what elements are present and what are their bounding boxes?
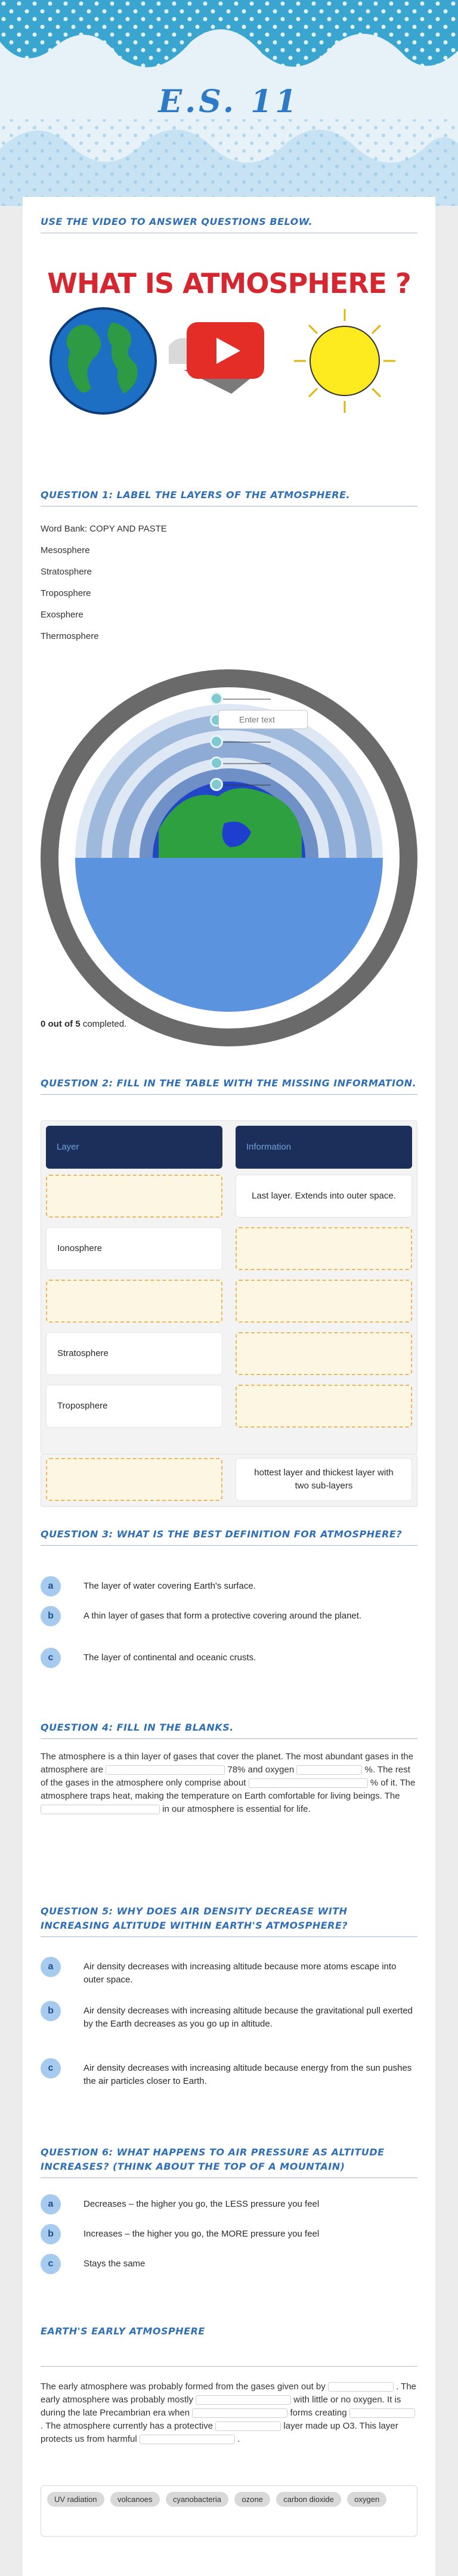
table-drop-cell[interactable] [236,1227,412,1270]
worksheet-card [23,197,435,2576]
option-letter: c [41,2254,61,2274]
option-text: Stays the same [83,2259,146,2269]
early-word-bank [41,2485,417,2537]
table-cell: Stratosphere [46,1332,222,1375]
early-blank-4[interactable] [349,2408,415,2418]
q4-blank-2[interactable] [296,1765,362,1775]
q4-paragraph [41,1750,417,1816]
q4-heading: QUESTION 4: FILL IN THE BLANKS. [41,1721,417,1739]
option-letter: a [41,2194,61,2214]
q5-heading: QUESTION 5: WHY DOES AIR DENSITY DECREASE WITH INCREASING ALTITUDE WITHIN EARTH'S ATMOSPHERE? [41,1904,417,1937]
table-drop-cell[interactable] [46,1175,222,1218]
q4-text: 78% and oxygen [227,1765,295,1775]
early-text: layer made up O3. This layer protects us from harmful [41,2421,398,2444]
early-blank-1[interactable] [328,2382,394,2392]
table-drop-cell[interactable] [236,1280,412,1323]
q5-option-b[interactable] [41,2001,422,2046]
layer-label-input[interactable]: Enter text [218,710,308,729]
video-graphic-title: WHAT IS ATMOSPHERE ? [47,267,411,299]
word-chip[interactable]: volcanoes [110,2492,160,2507]
table-drop-cell[interactable] [236,1385,412,1428]
option-text: Increases – the higher you go, the MORE pressure you feel [83,2229,320,2239]
label-progress [41,1019,126,1029]
option-letter: c [41,2058,61,2078]
option-letter: b [41,1606,61,1626]
q4-blank-3[interactable] [249,1778,368,1788]
q6-option-c[interactable] [41,2254,422,2278]
option-letter: b [41,2224,61,2244]
table-header-layer: Layer [46,1126,222,1169]
q6-heading: QUESTION 6: WHAT HAPPENS TO AIR PRESSURE AS ALTITUDE INCREASES? (THINK ABOUT THE TOP OF A MOUNTAIN) [41,2145,417,2178]
word-chip[interactable]: UV radiation [47,2492,104,2507]
word-chip[interactable]: cyanobacteria [166,2492,228,2507]
q5-option-a[interactable] [41,1957,422,1989]
q3-option-a[interactable] [41,1576,422,1600]
early-text: . The early atmosphere was probably mostly [41,2382,417,2405]
table-header-info: Information [236,1126,412,1169]
word-bank-item: Troposphere [41,588,91,598]
video-embed[interactable] [41,257,417,418]
early-blank-2[interactable] [196,2395,291,2405]
early-blank-6[interactable] [140,2435,235,2444]
video-instruction: USE THE VIDEO TO ANSWER QUESTIONS BELOW. [41,215,417,233]
layers-table [41,1120,417,1454]
q4-blank-1[interactable] [106,1765,225,1775]
early-text: . [237,2434,240,2444]
option-text: Decreases – the higher you go, the LESS pressure you feel [83,2199,320,2209]
option-text: Air density decreases with increasing altitude because the gravitational pull exerted by the Earth decreases as you go up in altitude. [83,2006,413,2029]
option-text: Air density decreases with increasing altitude because more atoms escape into outer space. [83,1962,397,1985]
word-chip[interactable]: oxygen [347,2492,386,2507]
option-letter: c [41,1648,61,1668]
option-text: The layer of continental and oceanic crusts. [83,1653,256,1663]
video-thumbnail-art [41,298,417,418]
label-target-1[interactable] [210,692,223,705]
atmosphere-diagram [39,668,419,1051]
early-blank-5[interactable] [215,2421,281,2431]
early-text: . The atmosphere currently has a protective [41,2421,213,2431]
q1-heading: QUESTION 1: LABEL THE LAYERS OF THE ATMOSPHERE. [41,488,417,506]
q2-heading: QUESTION 2: FILL IN THE TABLE WITH THE MISSING INFORMATION. [41,1076,417,1095]
progress-suffix: completed. [80,1019,127,1029]
word-bank-label: Word Bank: COPY AND PASTE [41,524,167,534]
option-letter: a [41,1576,61,1596]
table-cell: Ionosphere [46,1227,222,1270]
word-bank-item: Stratosphere [41,567,92,577]
table-drop-cell[interactable] [236,1332,412,1375]
q6-option-a[interactable] [41,2194,422,2218]
early-text: The early atmosphere was probably formed from the gases given out by [41,2382,326,2392]
option-text: A thin layer of gases that form a protective covering around the planet. [83,1611,362,1621]
label-target-4[interactable] [210,756,223,770]
section-divider [41,2366,417,2367]
label-target-3[interactable] [210,735,223,748]
option-letter: b [41,2001,61,2021]
table-cell: Troposphere [46,1385,222,1428]
progress-count: 0 out of 5 [41,1019,81,1029]
option-text: The layer of water covering Earth's surface. [83,1581,256,1591]
early-text: forms creating [290,2408,347,2418]
label-target-5[interactable] [210,778,223,791]
option-letter: a [41,1957,61,1977]
q4-blank-4[interactable] [41,1805,160,1814]
q4-text: % of it. The atmosphere traps heat, making the temperature on Earth comfortable for living beings. The [41,1778,416,1801]
page-title: E.S. 11 [158,84,300,120]
q3-option-c[interactable] [41,1648,422,1672]
page-header [0,0,458,206]
table-cell: hottest layer and thickest layer with two sub-layers [236,1458,412,1501]
word-bank-item: Exosphere [41,610,83,620]
word-bank-item: Thermosphere [41,631,99,641]
table-drop-cell[interactable] [46,1280,222,1323]
q6-option-b[interactable] [41,2224,422,2248]
q3-heading: QUESTION 3: WHAT IS THE BEST DEFINITION FOR ATMOSPHERE? [41,1527,417,1546]
word-bank-item: Mesosphere [41,545,90,555]
q3-option-b[interactable] [41,1606,422,1642]
table-drop-cell[interactable] [46,1458,222,1501]
early-blank-3[interactable] [192,2408,287,2418]
early-atmosphere-heading: EARTH'S EARLY ATMOSPHERE [41,2325,205,2337]
option-text: Air density decreases with increasing altitude because energy from the sun pushes the air particles closer to Earth. [83,2063,412,2086]
q4-text: The atmosphere is a thin layer of gases that cover the planet. The most abundant gases in the atmosphere are [41,1752,414,1775]
q4-text: %. The rest of the gases in the atmosphere only comprise about [41,1765,410,1788]
word-chip[interactable]: ozone [234,2492,270,2507]
early-text: with little or no oxygen. It is during the late Precambrian era when [41,2395,401,2418]
table-cell: Last layer. Extends into outer space. [236,1175,412,1218]
layers-table-continued [41,1454,417,1507]
q5-option-c[interactable] [41,2058,422,2090]
q4-text: in our atmosphere is essential for life. [162,1804,311,1814]
word-chip[interactable]: carbon dioxide [276,2492,341,2507]
early-paragraph [41,2380,417,2446]
